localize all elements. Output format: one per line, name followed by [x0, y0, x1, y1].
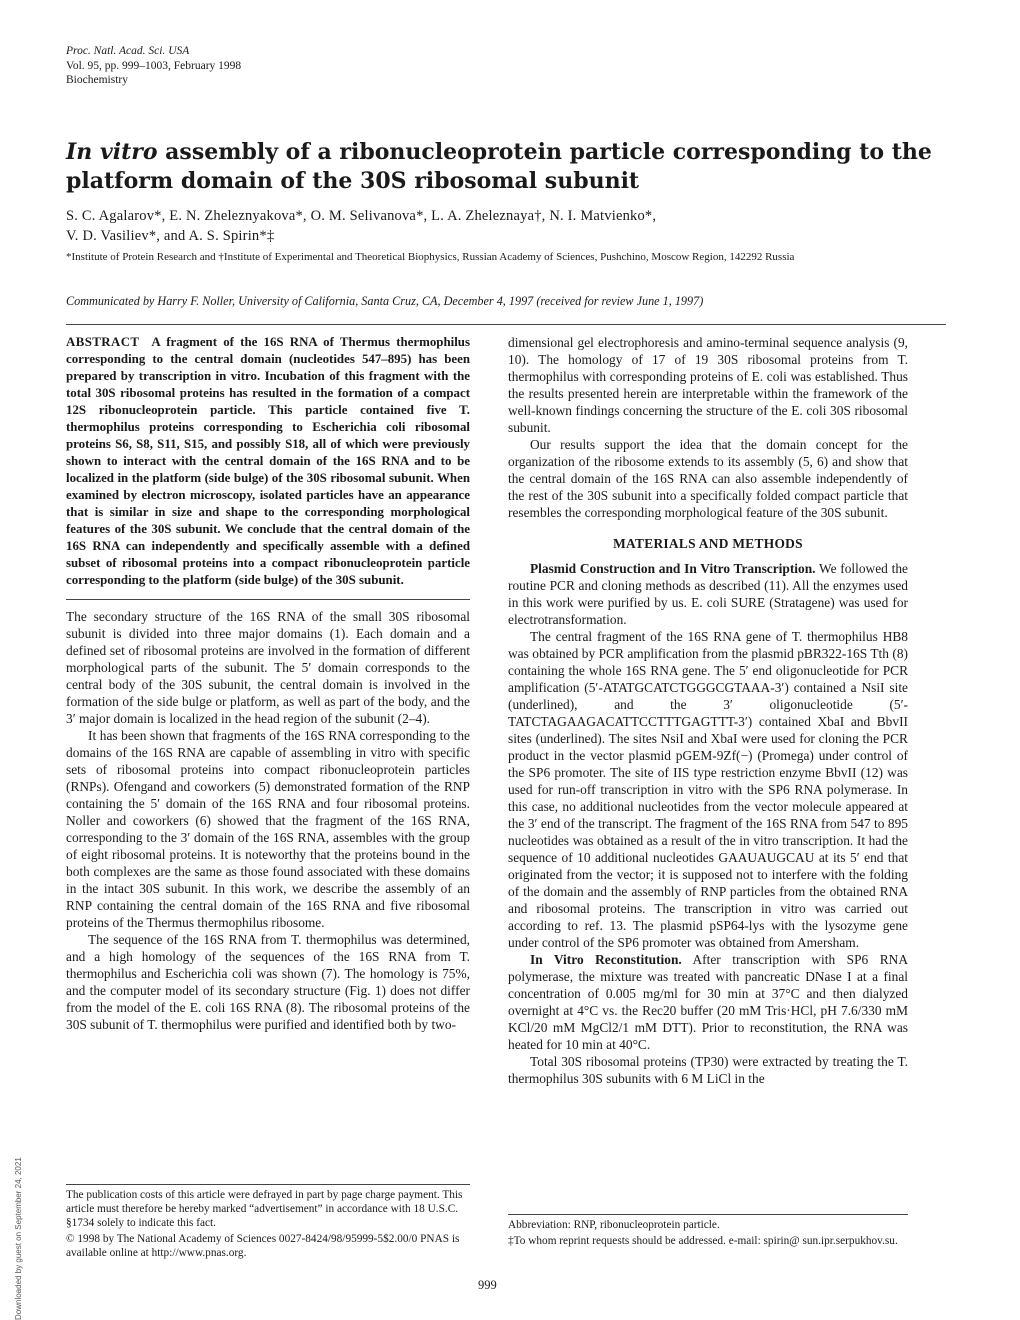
- methods-p1-text: We followed the routine PCR and cloning methods as described (11). All the enzymes used in this work were purified by us. E. coli SURE (Stratagene) was used for electrotransformation.: [508, 561, 908, 627]
- abstract-divider: [66, 599, 470, 600]
- runin-reconstitution: In Vitro Reconstitution.: [530, 952, 682, 967]
- intro-paragraph-1: The secondary structure of the 16S RNA of the small 30S ribosomal subunit is divided into three major domains (1). Each domain and a defined set of ribosomal proteins are involved in the formation of different morphological parts of the subunit. The 5′ domain corresponds to the central body of the 30S subunit, the central domain is involved in the formation of the side bulge or platform, as well as part of the body, and the 3′ major domain is localized in the head region of the subunit (2–4).: [66, 609, 470, 726]
- author-list: [66, 206, 946, 246]
- right-footnotes: [508, 1218, 908, 1250]
- journal-section: Biochemistry: [66, 74, 128, 86]
- article-title: [66, 138, 946, 196]
- journal-header: [66, 44, 241, 88]
- methods-paragraph-3: [508, 951, 908, 1053]
- page-number: 999: [478, 1278, 497, 1292]
- journal-name: Proc. Natl. Acad. Sci. USA: [66, 45, 190, 57]
- abstract-text: A fragment of the 16S RNA of Thermus thermophilus corresponding to the central domain (nucleotides 547–895) has been prepared by transcription in vitro. Incubation of this fragment with the total 30S ribosomal proteins has resulted in the formation of a compact 12S ribonucleoprotein particle. This particle contained five T. thermophilus proteins corresponding to Escherichia coli ribosomal proteins S6, S8, S11, S15, and possibly S18, all of which were previously shown to interact with the central domain of the 16S RNA and to be localized in the platform (side bulge) of the 30S ribosomal subunit. When examined by electron microscopy, isolated particles have an appearance that is similar in size and shape to the corresponding morphological features of the 30S subunit. We conclude that the central domain of the 16S RNA can independently and specifically assemble with a defined subset of ribosomal proteins into a compact ribonucleoprotein particle corresponding to the platform (side bulge) of the 30S subunit.: [66, 335, 470, 587]
- journal-volume: Vol. 95, pp. 999–1003, February 1998: [66, 59, 242, 72]
- abstract: [66, 334, 470, 589]
- intro-paragraph-2: It has been shown that fragments of the 16S RNA corresponding to the domains of the 16S RNA are capable of assembling in vitro with specific sets of ribosomal proteins into compact ribonucleoprotein particles (RNPs). Ofengand and coworkers (5) demonstrated formation of the RNP containing the 5′ domain of the 16S RNA and four ribosomal proteins. Noller and coworkers (6) showed that the fragment of the 16S RNA, corresponding to the 3′ domain of the 16S RNA, assembles with the group of eight ribosomal proteins. It is noteworthy that the proteins bound in the both complexes are the same as those found associated with these domains in the intact 30S subunit. In this work, we describe the assembly of an RNP containing the central domain of the 16S RNA and five ribosomal proteins of the Thermus thermophilus ribosome.: [66, 728, 470, 930]
- intro-paragraph-3: The sequence of the 16S RNA from T. thermophilus was determined, and a high homology of the sequences of the 16S RNA from T. thermophilus and Escherichia coli was shown (7). The homology is 75%, and the computer model of its secondary structure (Fig. 1) does not differ from the model of the E. coli 16S RNA (8). The ribosomal proteins of the 30S subunit of T. thermophilus were purified and identified both by two-: [66, 932, 470, 1032]
- left-footnotes: [66, 1188, 470, 1262]
- download-side-note: Downloaded by guest on September 24, 2021: [14, 1157, 23, 1320]
- title-italic: In vitro: [66, 139, 158, 165]
- title-rest: assembly of a ribonucleoprotein particle corresponding to the platform domain of the 30S ribosomal subunit: [66, 139, 932, 194]
- footnote-divider-right: [508, 1214, 908, 1215]
- right-paragraph-1: dimensional gel electrophoresis and amino-terminal sequence analysis (9, 10). The homology of 17 of 19 30S ribosomal proteins from T. thermophilus with corresponding proteins of E. coli was established. Thus the results presented herein are interpretable within the framework of the well-known findings concerning the structure of the E. coli 30S ribosomal subunit.: [508, 335, 908, 435]
- left-column: [66, 334, 470, 1033]
- header-divider: [66, 324, 946, 325]
- runin-plasmid-construction: Plasmid Construction and In Vitro Transcription.: [530, 561, 816, 576]
- right-column: [508, 334, 908, 1087]
- authors-line-2: V. D. Vasiliev*, and A. S. Spirin*‡: [66, 228, 275, 244]
- footnote-reprint-requests: ‡To whom reprint requests should be addressed. e-mail: spirin@ sun.ipr.serpukhov.su.: [508, 1235, 898, 1247]
- methods-paragraph-1: [508, 560, 908, 628]
- footnote-publication-costs: The publication costs of this article were defrayed in part by page charge payment. This article must therefore be hereby marked “advertisement” in accordance with 18 U.S.C. §1734 solely to indicate this fact.: [66, 1189, 463, 1229]
- affiliations: *Institute of Protein Research and †Institute of Experimental and Theoretical Biophysics, Russian Academy of Sciences, Pushchino, Moscow Region, 142292 Russia: [66, 251, 795, 263]
- right-paragraph-2: Our results support the idea that the domain concept for the organization of the ribosome extends to its assembly (5, 6) and show that the central domain of the 16S RNA can also assemble independently of the rest of the 30S subunit into a specifically folded compact particle that resembles the corresponding morphological feature of the 30S subunit.: [508, 437, 908, 520]
- methods-p3-text: After transcription with SP6 RNA polymerase, the mixture was treated with pancreatic DNase I at a final concentration of 0.005 mg/ml for 30 min at 37°C and then dialyzed overnight at 4°C vs. the Rec20 buffer (20 mM Tris·HCl, pH 7.6/330 mM KCl/20 mM MgCl2/1 mM DTT). Prior to reconstitution, the RNA was heated for 10 min at 40°C.: [508, 952, 908, 1052]
- footnote-divider-left: [66, 1184, 470, 1185]
- authors-line-1: S. C. Agalarov*, E. N. Zheleznyakova*, O. M. Selivanova*, L. A. Zheleznaya†, N. I. Matvienko*,: [66, 208, 657, 224]
- methods-paragraph-2: The central fragment of the 16S RNA gene of T. thermophilus HB8 was obtained by PCR amplification from the plasmid pBR322-16S Tth (8) containing the whole 16S RNA gene. The 5′ end oligonucleotide for PCR amplification (5′-ATATGCATCTGGGCGTAAA-3′) contained a NsiI site (underlined), and the 3′ oligonucleotide (5′-TATCTAGAAGACATTCCTTTGAGTTT-3′) contained XbaI and BbvII sites (underlined). The sites NsiI and XbaI were used for cloning the PCR product in the vector plasmid pGEM-9Zf(−) (Promega) under control of the SP6 promoter. The site of IIS type restriction enzyme BbvII (12) was used for run-off transcription in vitro with the SP6 RNA polymerase. In this case, no additional nucleotides from the vector molecule appeared at the 3′ end of the transcript. The fragment of the 16S RNA from 547 to 895 nucleotides was obtained as a result of the in vitro transcription. It had the sequence of 10 additional nucleotides GAAUAUGCAU at its 5′ end that originated from the vector; it is supposed not to interfere with the folding of the domain and the assembly of RNP particles from the obtained RNA and ribosomal proteins. The transcription in vitro was carried out according to ref. 13. The plasmid pSP64-lys with the lysozyme gene under control of the SP6 promoter was obtained from Amersham.: [508, 629, 908, 950]
- abstract-label: ABSTRACT: [66, 335, 140, 349]
- methods-paragraph-4: Total 30S ribosomal proteins (TP30) were extracted by treating the T. thermophilus 30S subunits with 6 M LiCl in the: [508, 1054, 908, 1086]
- footnote-copyright: © 1998 by The National Academy of Sciences 0027-8424/98/95999-5$2.00/0 PNAS is available online at http://www.pnas.org.: [66, 1233, 460, 1259]
- section-heading-methods: MATERIALS AND METHODS: [613, 536, 803, 551]
- communicated-by: Communicated by Harry F. Noller, University of California, Santa Cruz, CA, December 4, 1997 (received for review June 1, 1997): [66, 294, 704, 308]
- footnote-abbreviation: Abbreviation: RNP, ribonucleoprotein particle.: [508, 1219, 720, 1231]
